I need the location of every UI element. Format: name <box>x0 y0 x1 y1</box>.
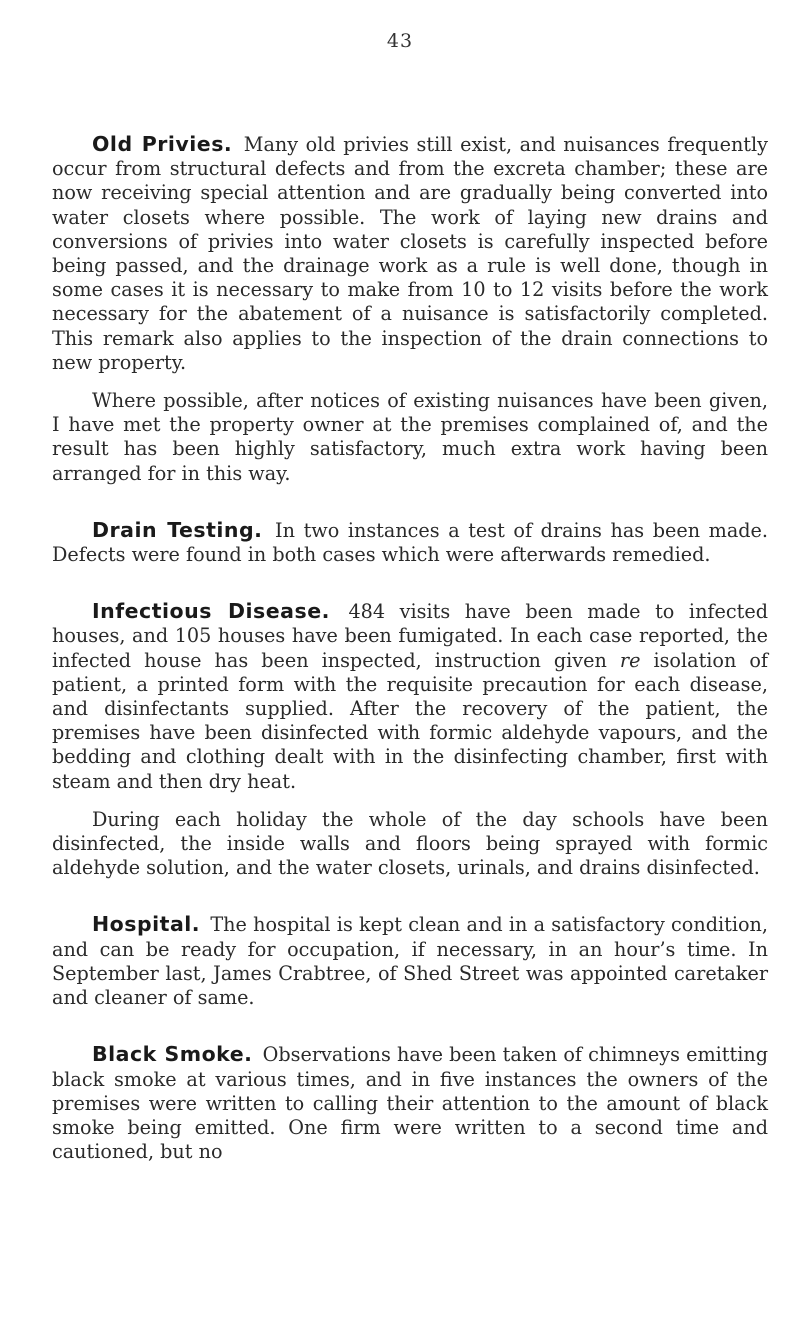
heading-infectious-disease: Infectious Disease. <box>92 599 330 624</box>
paragraph-old-privies <box>52 132 768 375</box>
paragraph-hospital <box>52 912 768 1010</box>
text-hospital: The hospital is kept clean and in a satisfactory condition, and can be ready for occupation, if necessary, in an hour’s time. In September last, James Crabtree, of Shed Street was appointed caretaker and cleaner of same. <box>52 913 768 1010</box>
page-body <box>52 132 768 1164</box>
heading-old-privies: Old Privies. <box>92 132 233 156</box>
paragraph-black-smoke <box>52 1042 768 1164</box>
paragraph-old-privies-2: Where possible, after notices of existing nuisances have been given, I have met the property owner at the premises complained of, and the result has been highly satisfactory, much extra work having been arranged for in this way. <box>52 389 768 485</box>
page-number: 43 <box>386 30 414 52</box>
heading-black-smoke: Black Smoke. <box>92 1042 253 1067</box>
paragraph-infectious-disease <box>52 599 768 794</box>
text-old-privies: Many old privies still exist, and nuisances frequently occur from structural defects and from the excreta chamber; these are now receiving special attention and are gradually being converted into water closets where possible. The work of laying new drains and conversions of privies into water closets is carefully inspected before being passed, and the drainage work as a rule is well done, though in some cases it is necessary to make from 10 to 12 visits before the work necessary for the abatement of a nuisance is satisfactorily completed. This remark also applies to the inspection of the drain connections to new property. <box>52 133 768 374</box>
text-black-smoke: Observations have been taken of chimneys emitting black smoke at various times, and in five instances the owners of the premises were written to calling their attention to the amount of black smoke being emitted. One firm were written to a second time and cautioned, but no <box>52 1043 768 1164</box>
heading-drain-testing: Drain Testing. <box>92 517 263 542</box>
text-infectious-disease-b: isolation of patient, a printed form with the requisite precaution for each disease, and disinfectants supplied. After the recovery of the patient, the premises have been disinfected with formic aldehyde vapours, and the bedding and clothing dealt with in the disinfecting chamber, first with steam and then dry heat. <box>52 648 768 793</box>
heading-hospital: Hospital. <box>92 912 201 937</box>
text-infectious-disease-re: re <box>619 648 641 672</box>
text-infectious-disease-a: 484 visits have been made to infected houses, and 105 houses have been fumigated. In each case reported, the infected house has been inspected, instruction given <box>52 600 768 672</box>
paragraph-drain-testing <box>52 518 768 567</box>
paragraph-infectious-disease-2: During each holiday the whole of the day schools have been disinfected, the inside walls and floors being sprayed with formic aldehyde solution, and the water closets, urinals, and drains disinfected. <box>52 807 768 880</box>
text-drain-testing: In two instances a test of drains has been made. Defects were found in both cases which were afterwards remedied. <box>52 518 768 567</box>
